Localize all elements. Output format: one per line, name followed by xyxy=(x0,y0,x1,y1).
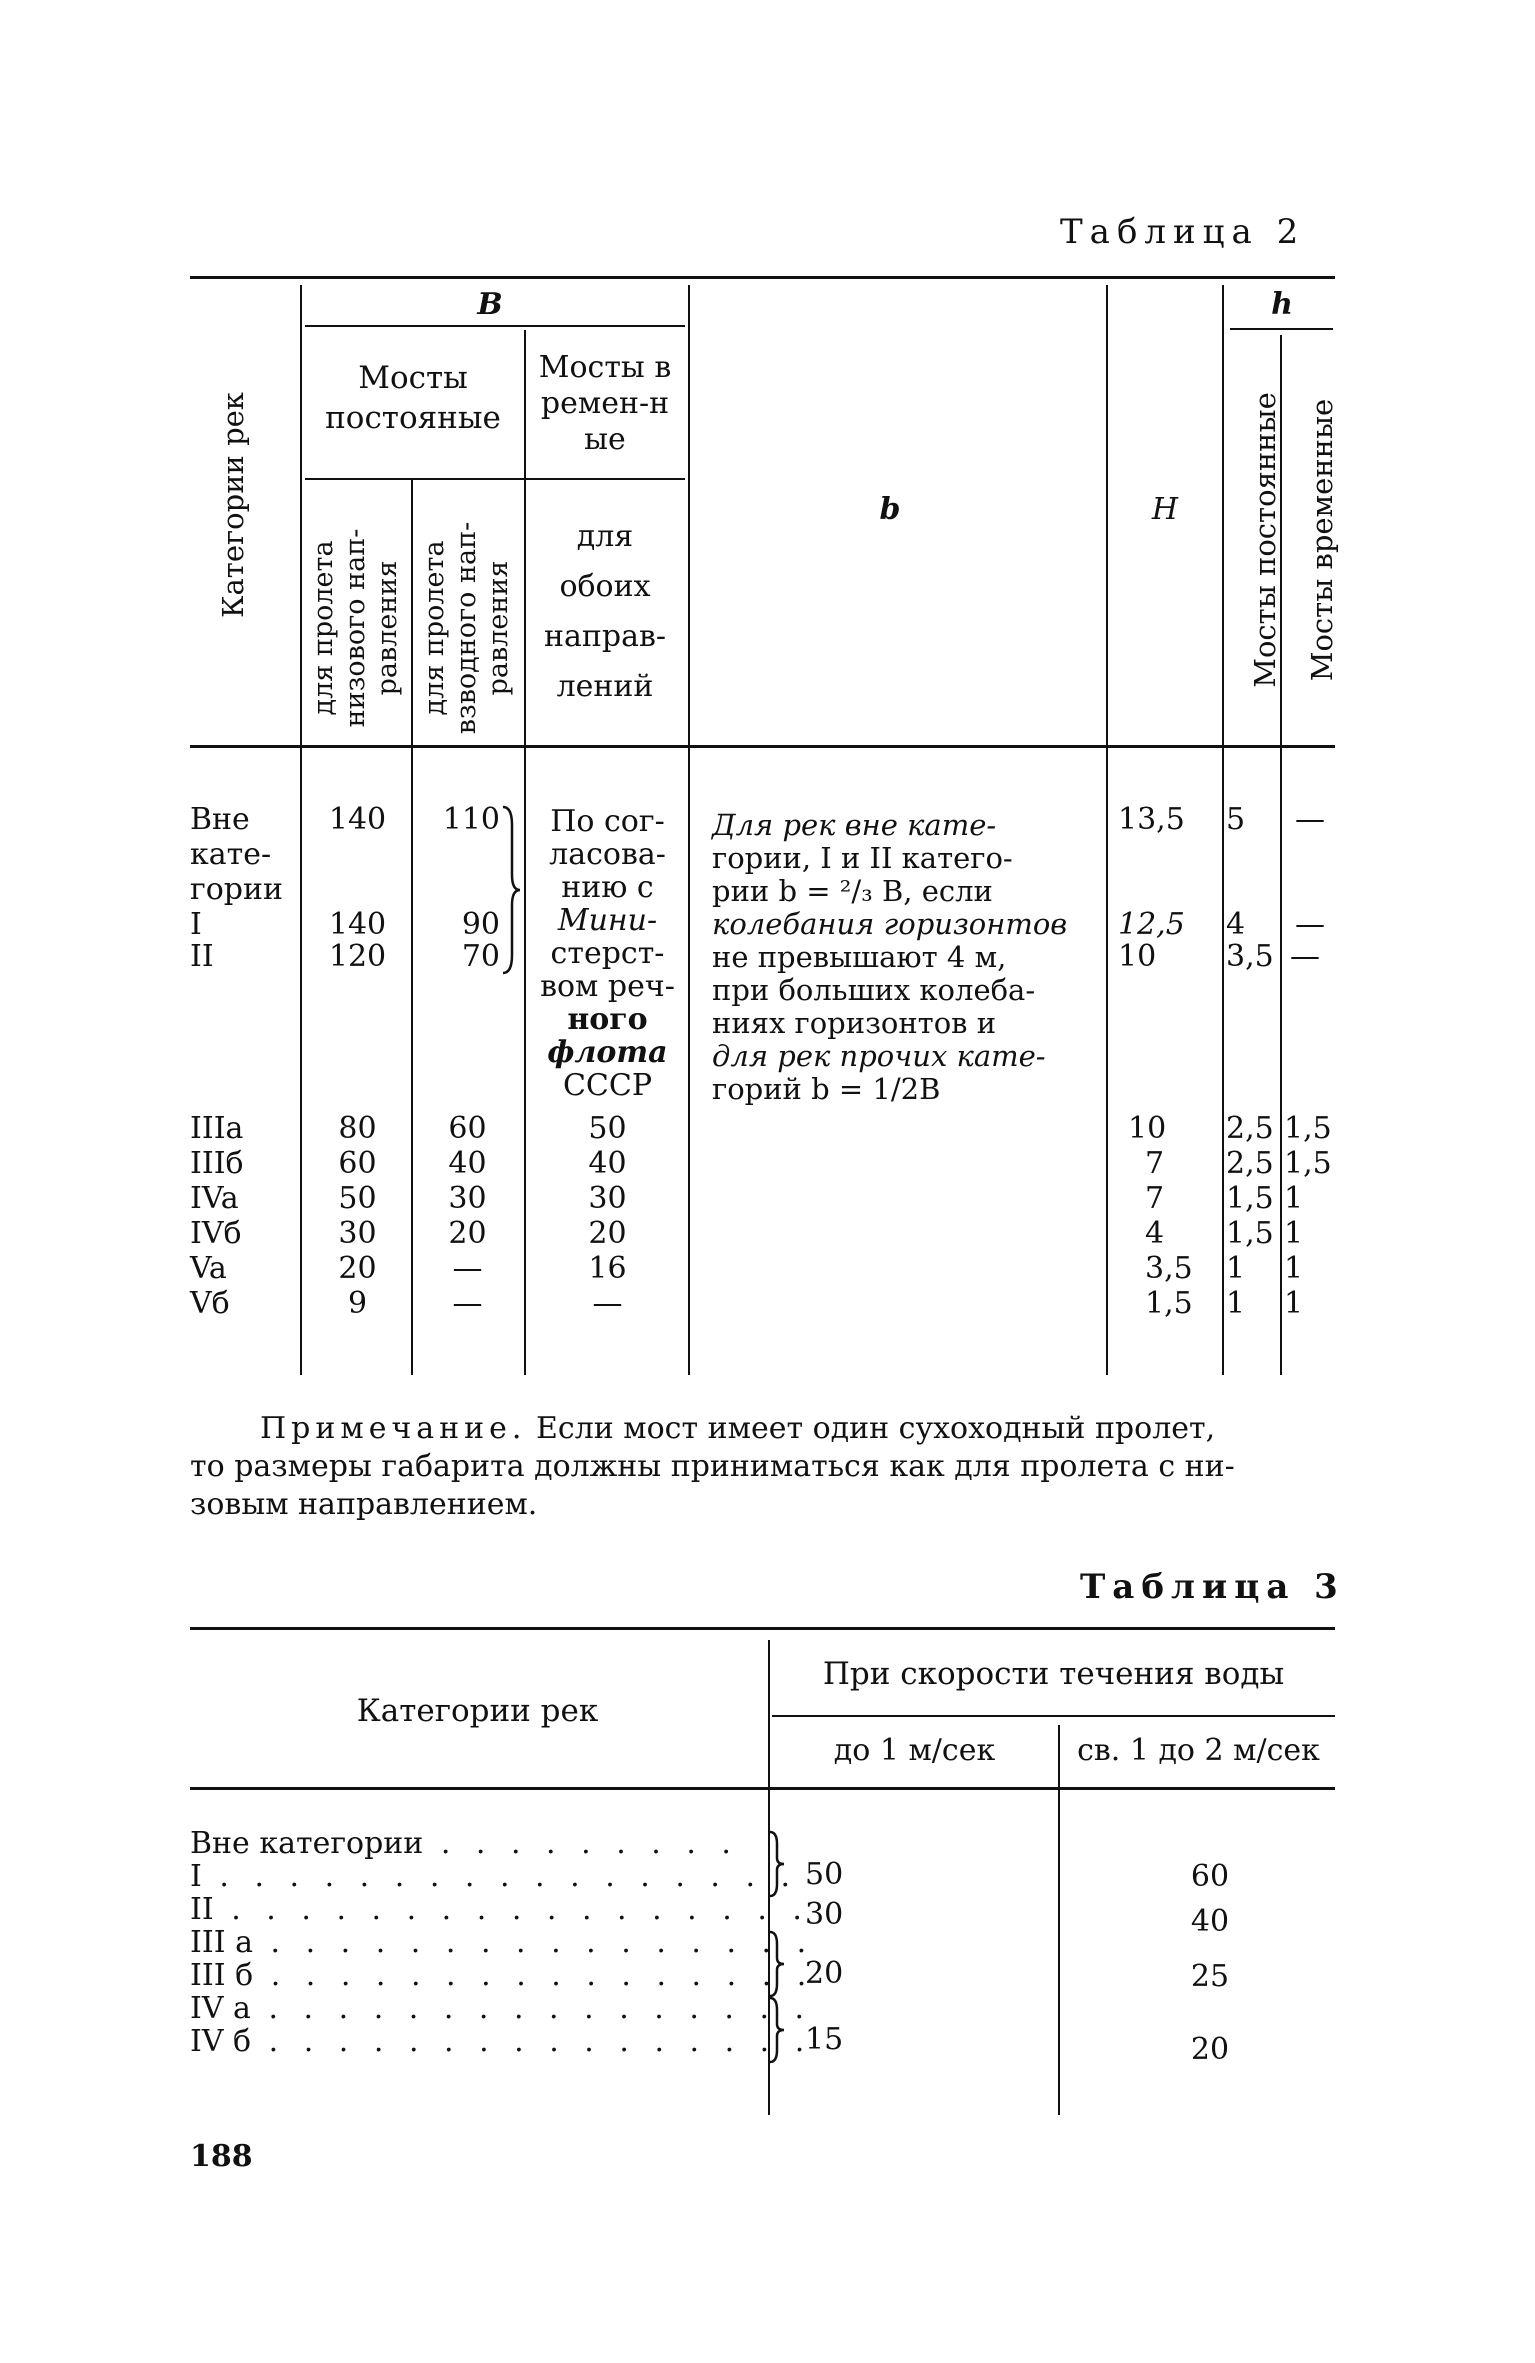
temp-note-line: ласова- xyxy=(549,837,666,872)
table2-B-rule xyxy=(305,325,685,327)
brace-icon xyxy=(768,1996,788,2064)
row-cat: IIIa xyxy=(190,1111,244,1146)
cell-h-perm: 1,5 xyxy=(1226,1216,1274,1251)
cell-B1: 140 xyxy=(328,907,387,942)
header-b: b xyxy=(879,492,901,527)
header-B: B xyxy=(477,287,503,322)
cell-B2: 110 xyxy=(442,802,500,837)
table3-cell-col2: 25 xyxy=(1190,1959,1230,1994)
table3-header-col2: св. 1 до 2 м/сек xyxy=(1077,1733,1320,1768)
header-h: h xyxy=(1271,287,1293,322)
table3-row-cat: IV б xyxy=(190,2024,252,2059)
temp-note-line: нию с xyxy=(561,870,654,905)
b-text-line: гории, I и II катего- xyxy=(712,841,1013,875)
cell-B2: 70 xyxy=(461,939,500,974)
note-lead: Примечание. xyxy=(260,1411,527,1446)
table3-cell-col2: 40 xyxy=(1190,1904,1230,1939)
header-h-permanent: Мосты постоянные xyxy=(1248,392,1282,688)
brace-icon xyxy=(768,1930,788,1998)
table2-col-line xyxy=(300,285,302,1375)
header-both-1: для xyxy=(576,519,634,554)
table2-caption: Таблица 2 xyxy=(1060,212,1306,252)
cell-H: 4 xyxy=(1145,1216,1165,1251)
header-both-2: обоих xyxy=(559,569,651,604)
b-text-line: не превышают 4 м, xyxy=(712,940,1007,974)
cell-h-temp: 1,5 xyxy=(1284,1111,1332,1146)
b-text-line: ниях горизонтов и xyxy=(712,1006,997,1040)
cell-B3: 50 xyxy=(588,1111,627,1146)
page-number: 188 xyxy=(190,2139,253,2174)
header-temporary: Мосты времен-ные xyxy=(538,350,672,457)
cell-B2: — xyxy=(452,1251,483,1286)
brace-icon xyxy=(500,805,522,975)
cell-h-perm: 2,5 xyxy=(1226,1146,1274,1181)
row-cat: IVб xyxy=(190,1216,242,1251)
table3-row-cat: I xyxy=(190,1859,202,1894)
cell-B1: 20 xyxy=(338,1251,377,1286)
table2-h-rule xyxy=(1230,328,1333,330)
table3-top-rule xyxy=(190,1627,1335,1630)
cell-B1: 80 xyxy=(338,1111,377,1146)
cell-B1: 120 xyxy=(328,939,387,974)
cell-B1: 140 xyxy=(328,802,387,837)
table3-header-rule xyxy=(190,1787,1335,1790)
table2-sub-rule xyxy=(305,478,685,480)
cell-B3: 20 xyxy=(588,1216,627,1251)
cell-h-perm: 4 xyxy=(1226,907,1246,942)
header-permanent: Мосты постояные xyxy=(325,360,501,436)
cell-H: 7 xyxy=(1145,1181,1165,1216)
cell-H: 3,5 xyxy=(1145,1251,1193,1286)
table3-col-line xyxy=(1058,1725,1060,2115)
cell-B3: 40 xyxy=(588,1146,627,1181)
row-cat: Va xyxy=(190,1251,227,1286)
row-cat: IVa xyxy=(190,1181,239,1216)
cell-h-perm: 3,5 xyxy=(1226,939,1274,974)
row-cat: гории xyxy=(190,872,283,907)
table2-col-line xyxy=(688,285,690,1375)
table2-col-line xyxy=(411,480,413,1375)
table3-caption: Таблица 3 xyxy=(1080,1567,1345,1607)
table2-col-line xyxy=(1106,285,1108,1375)
temp-note-line: Мини- xyxy=(557,903,658,938)
table3-row-cat: II xyxy=(190,1892,214,1927)
table3-speed-rule xyxy=(772,1715,1335,1717)
cell-h-temp: — xyxy=(1290,939,1320,974)
header-both-4: лений xyxy=(556,669,654,704)
temp-note-line: По сог- xyxy=(550,804,665,839)
table3-row: II . . . . . . . . . . . . . . . . . xyxy=(190,1892,810,1927)
cell-h-perm: 1,5 xyxy=(1226,1181,1274,1216)
cell-h-perm: 1 xyxy=(1226,1251,1246,1286)
header-category: Категории рек xyxy=(216,392,250,618)
b-text-line: Для рек вне кате- xyxy=(712,808,997,842)
cell-H: 1,5 xyxy=(1145,1286,1193,1321)
cell-B2: 40 xyxy=(448,1146,487,1181)
table2-col-line xyxy=(1222,285,1224,1375)
table2-header-rule xyxy=(190,745,1335,748)
cell-h-temp: 1,5 xyxy=(1284,1146,1332,1181)
cell-H: 7 xyxy=(1145,1146,1165,1181)
cell-B1: 30 xyxy=(338,1216,377,1251)
table2-col-line xyxy=(524,330,526,1375)
row-cat: II xyxy=(190,939,214,974)
b-text-line: при больших колеба- xyxy=(712,973,1036,1007)
cell-h-temp: 1 xyxy=(1284,1251,1304,1286)
row-cat: I xyxy=(190,907,202,942)
temp-note-line: стерст- xyxy=(550,936,665,971)
cell-B1: 9 xyxy=(347,1286,368,1321)
header-upstream: для пролета взводного нап-равления xyxy=(419,521,514,735)
cell-h-temp: — xyxy=(1295,802,1325,837)
cell-B3: — xyxy=(592,1286,623,1321)
cell-B3: 30 xyxy=(588,1181,627,1216)
cell-H: 12,5 xyxy=(1118,907,1185,942)
cell-B1: 50 xyxy=(338,1181,377,1216)
note-line-3: зовым направлением. xyxy=(190,1487,538,1522)
table3-row: Вне категории . . . . . . . . . xyxy=(190,1826,739,1861)
cell-B3: 16 xyxy=(588,1251,627,1286)
cell-h-temp: 1 xyxy=(1284,1216,1304,1251)
temp-note-line: ного xyxy=(567,1002,648,1037)
table2-top-rule xyxy=(190,276,1335,279)
cell-h-perm: 1 xyxy=(1226,1286,1246,1321)
table3-header-speed: При скорости течения воды xyxy=(822,1656,1285,1692)
table3-cell-col1: 30 xyxy=(805,1897,844,1932)
cell-h-perm: 2,5 xyxy=(1226,1111,1274,1146)
b-text-line: для рек прочих кате- xyxy=(712,1039,1046,1073)
table3-cell-col1: 50 xyxy=(805,1857,844,1892)
table3-cell-col1: 20 xyxy=(805,1956,844,1991)
cell-B1: 60 xyxy=(338,1146,377,1181)
note-line-2: то размеры габарита должны приниматься как для пролета с ни- xyxy=(190,1449,1235,1484)
table3-row-cat: Вне категории xyxy=(190,1826,424,1861)
row-cat: IIIб xyxy=(190,1146,244,1181)
row-cat: кате- xyxy=(190,837,272,872)
table3-header-category: Категории рек xyxy=(356,1693,599,1729)
table3-cell-col1: 15 xyxy=(805,2022,844,2057)
table3-row: III б . . . . . . . . . . . . . . . . xyxy=(190,1958,815,1993)
header-both-3: направ- xyxy=(544,619,666,654)
cell-H: 13,5 xyxy=(1118,802,1185,837)
table3-row: III а . . . . . . . . . . . . . . . . xyxy=(190,1925,815,1960)
table3-cell-col2: 20 xyxy=(1190,2032,1230,2067)
header-H: H xyxy=(1151,492,1179,527)
b-text-line: рии b = ²/₃ B, если xyxy=(712,874,993,908)
cell-B2: 20 xyxy=(448,1216,487,1251)
b-text-line: горий b = 1/2B xyxy=(712,1072,941,1106)
table3-header-col1: до 1 м/сек xyxy=(833,1733,996,1768)
row-cat: Вне xyxy=(190,802,250,837)
table3-row: IV б . . . . . . . . . . . . . . . . xyxy=(190,2024,813,2059)
note-line-1 xyxy=(190,1410,1340,1448)
cell-B2: 30 xyxy=(448,1181,487,1216)
cell-H: 10 xyxy=(1118,939,1157,974)
cell-h-temp: 1 xyxy=(1284,1181,1304,1216)
temp-note-line: СССР xyxy=(562,1068,653,1103)
temp-note-line: вом реч- xyxy=(540,969,675,1004)
row-cat: Vб xyxy=(190,1286,230,1321)
temp-note-line: флота xyxy=(547,1035,668,1070)
cell-B2: 90 xyxy=(461,907,500,942)
table3-cell-col2: 60 xyxy=(1190,1859,1230,1894)
cell-H: 10 xyxy=(1128,1111,1167,1146)
cell-B2: 60 xyxy=(448,1111,487,1146)
cell-h-perm: 5 xyxy=(1226,802,1246,837)
table3-row-cat: III б xyxy=(190,1958,254,1993)
cell-B2: — xyxy=(452,1286,483,1321)
table3-row: IV а . . . . . . . . . . . . . . . . xyxy=(190,1991,813,2026)
header-lowstream: для пролета низового нап-равления xyxy=(308,528,403,728)
brace-icon xyxy=(768,1830,788,1898)
table3-row-cat: IV а xyxy=(190,1991,251,2026)
table3-row: I . . . . . . . . . . . . . . . . . xyxy=(190,1859,799,1894)
b-text-line: колебания горизонтов xyxy=(712,907,1068,941)
header-h-temporary: Мосты временные xyxy=(1305,398,1339,682)
note-text: Если мост имеет один сухоходный пролет, xyxy=(536,1411,1216,1446)
table3-row-cat: III а xyxy=(190,1925,253,1960)
cell-h-temp: 1 xyxy=(1284,1286,1304,1321)
cell-h-temp: — xyxy=(1295,907,1325,942)
